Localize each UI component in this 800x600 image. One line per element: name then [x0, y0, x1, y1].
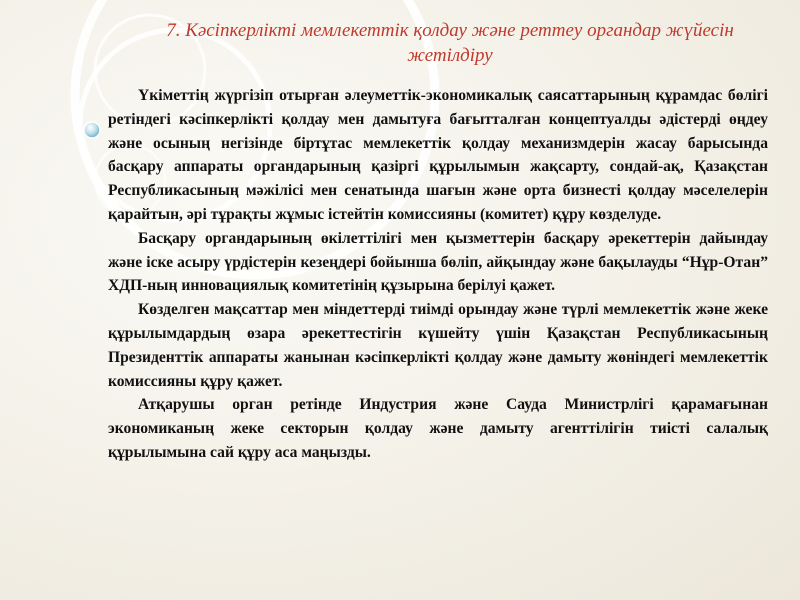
paragraph: Көзделген мақсаттар мен міндеттерді тиімді орындау және түрлі мемлекеттік және жеке құрылымдардың өзара әрекеттестігін күшейту үшін Қазақстан Республикасының Президенттік аппараты жанынан кәсіпкерлікті қолдау және дамыту жөніндегі мемлекеттік комиссияны құру қажет.: [108, 301, 768, 390]
slide-title: 7. Кәсіпкерлікті мемлекеттік қолдау және реттеу органдар жүйесін жетілдіру: [166, 20, 734, 66]
paragraph: Басқару органдарының өкілеттілігі мен қызметтерін басқару әрекеттерін дайындау және іске асыру үрдістерін кезеңдері бойынша бөліп, айқындау және бақылауды “Нұр-Отан” ХДП-ның инновациялық комитетінің құзырына берілуі қажет.: [108, 229, 768, 295]
bullet-dot-icon: [84, 122, 100, 138]
slide-body: [108, 84, 768, 465]
paragraph: Атқарушы орган ретінде Индустрия және Сауда Министрлігі қарамағынан экономиканың жеке секторын қолдау және дамыту агенттілігін тиісті салалық құрылымына сай құру аса маңызды.: [108, 396, 768, 461]
paragraph: Үкіметтің жүргізіп отырған әлеуметтік-экономикалық саясаттарының құрамдас бөлігі ретіндегі кәсіпкерлікті қолдау мен дамытуға бағытталған концептуалды әдістерді өңдеу және осының негізінде біртұтас мемлекеттік қолдау механизмдерін жасау барысында басқару аппараты органдарының қазіргі құрылымын жақсарту, сондай-ақ, Қазақстан Республикасының мәжілісі мен сенатында шағын және орта бизнесті қолдау мәселелерін қарайтын, әрі тұрақты жұмыс істейтін комиссияны (комитет) құру көзделуде.: [108, 87, 768, 223]
